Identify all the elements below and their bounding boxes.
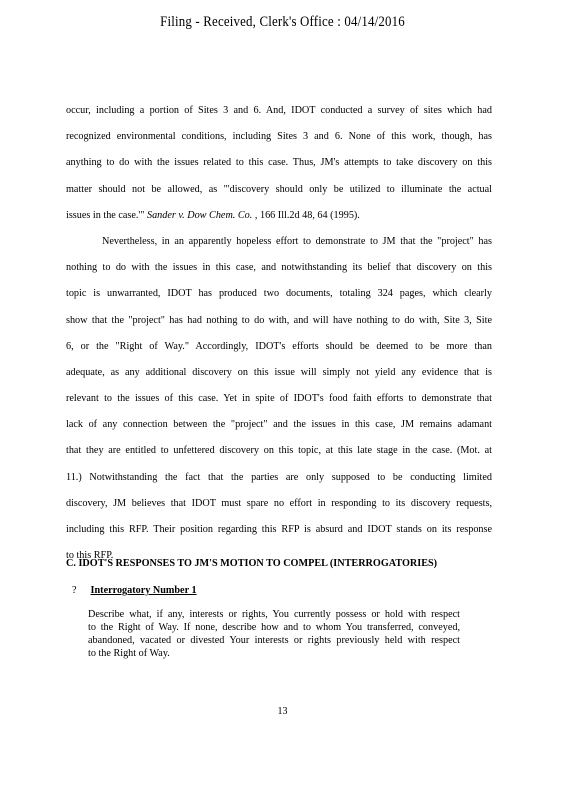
body-line-citation: [66, 203, 492, 229]
page-number: 13: [277, 706, 288, 717]
interrogatory-body: [88, 608, 460, 660]
citation-reporter: , 166 Ill.2d 48, 64 (1995).: [252, 209, 360, 221]
filing-stamp: Filing - Received, Clerk's Office : 04/14/2016: [160, 14, 405, 30]
body-line: anything to do with the issues related to this case. Thus, JM's attempts to take discovery on this: [66, 157, 492, 169]
citation-lead: issues in the case.'": [66, 209, 147, 221]
body-line: matter should not be allowed, as "'discovery should only be utilized to illuminate the actual: [66, 183, 492, 195]
body-line: to this RFP.: [66, 550, 114, 562]
interrogatory-line: to the Right of Way.: [88, 648, 170, 659]
body-line: recognized environmental conditions, including Sites 3 and 6. None of this work, though, has: [66, 131, 492, 143]
interrogatory-line: Describe what, if any, interests or rights, You currently possess or hold with respect: [88, 609, 460, 620]
body-line: show that the "project" has had nothing to do with, and will have nothing to do with, Site 3, Site: [66, 314, 492, 326]
body-line: lack of any connection between the "project" and the issues in this case, JM remains adamant: [66, 419, 492, 431]
body-line: 11.) Notwithstanding the fact that the parties are only supposed to be conducting limited: [66, 471, 492, 483]
body-line: discovery, JM believes that IDOT must spare no effort in responding to its discovery requests,: [66, 497, 492, 509]
interrogatory-line: abandoned, vacated or divested Your interests or rights previously held with respect: [88, 635, 460, 646]
interrogatory-title: [72, 585, 197, 596]
body-line: 6, or the "Right of Way." Accordingly, IDOT's efforts should be deemed to be more than: [66, 340, 492, 352]
interrogatory-line: to the Right of Way. If none, describe how and to whom You transferred, conveyed,: [88, 622, 460, 633]
section-heading: [66, 558, 492, 569]
body-line: Nevertheless, in an apparently hopeless effort to demonstrate to JM that the "project" has: [102, 235, 492, 247]
body-line: adequate, as any additional discovery on this issue will simply not yield any evidence that is: [66, 366, 492, 378]
body-text: [66, 98, 492, 569]
body-line: that they are entitled to unfettered discovery on this topic, at this late stage in the case. (Mot. at: [66, 445, 492, 457]
body-line: including this RFP. Their position regarding this RFP is absurd and IDOT stands on its response: [66, 524, 492, 535]
body-line: nothing to do with the issues in this case, and notwithstanding its belief that discovery on this: [66, 262, 492, 274]
interrogatory-marker: ?: [72, 585, 77, 596]
body-line: topic is unwarranted, IDOT has produced two documents, totaling 324 pages, which clearly: [66, 288, 492, 300]
citation-case-name: Sander v. Dow Chem. Co.: [146, 209, 253, 221]
body-line: relevant to the issues of this case. Yet in spite of IDOT's food faith efforts to demonstrate that: [66, 393, 492, 405]
body-line: occur, including a portion of Sites 3 and 6. And, IDOT conducted a survey of sites which had: [66, 105, 492, 116]
interrogatory-title-text: Interrogatory Number 1: [90, 585, 197, 596]
section-heading-text: C. IDOT'S RESPONSES TO JM'S MOTION TO COMPEL (INTERROGATORIES): [66, 558, 438, 569]
